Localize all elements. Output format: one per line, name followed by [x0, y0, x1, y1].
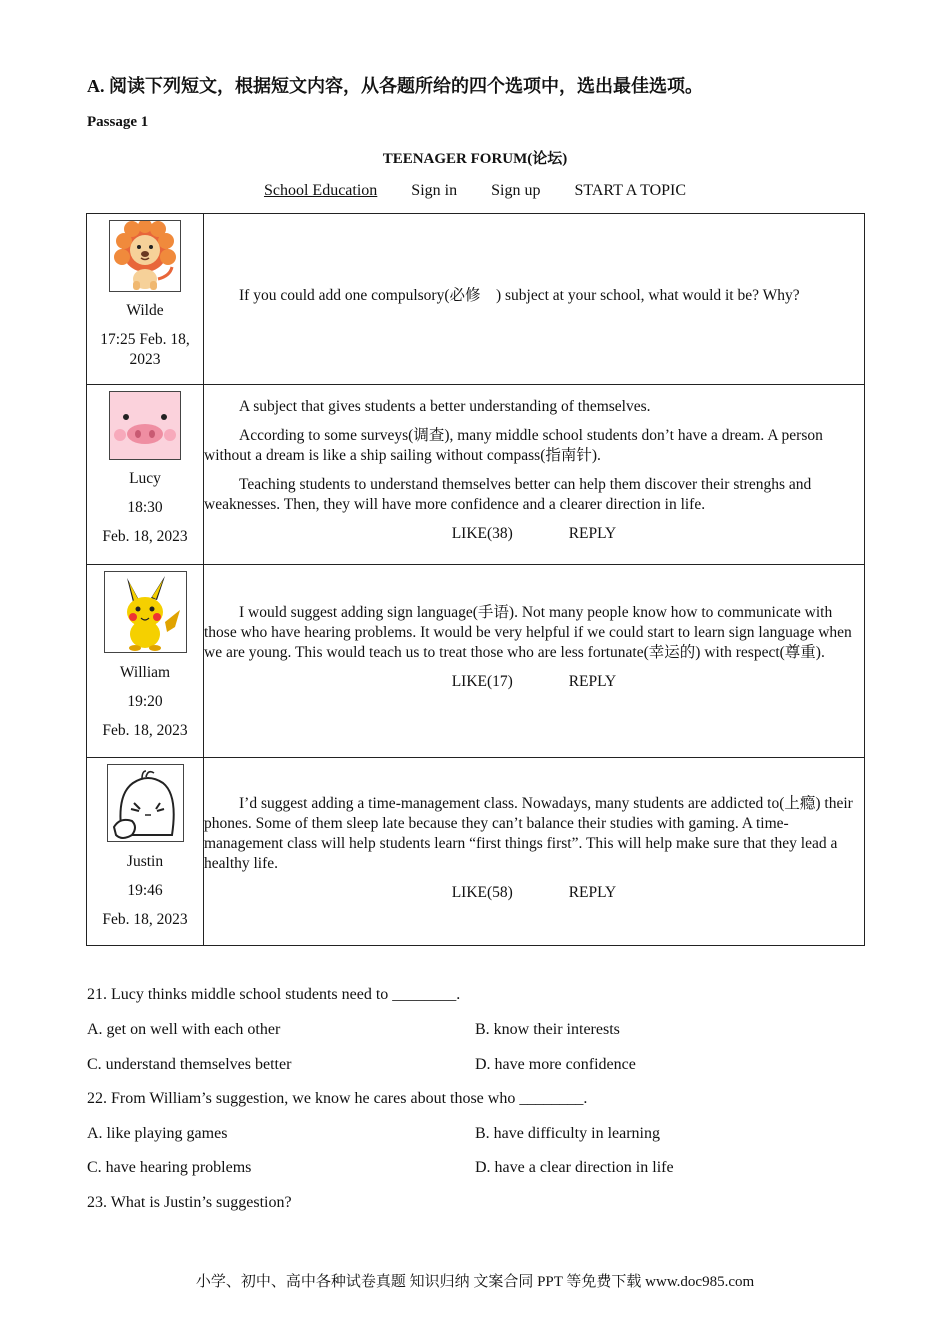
like-button[interactable]: LIKE(17) — [451, 673, 513, 690]
post-username[interactable]: Justin — [126, 853, 164, 870]
question-23-stem: 23. What is Justin’s suggestion? — [87, 1194, 292, 1211]
forum-table — [86, 213, 865, 946]
post-actions — [204, 672, 864, 692]
forum-nav — [0, 182, 950, 200]
post-body — [204, 214, 865, 385]
post-user-cell — [87, 758, 204, 946]
post-paragraph: I’d suggest adding a time-management class. Nowadays, many students are addicted to(上瘾) their phones. Some of them sleep late because they can’t balance their studies with gaming. A time-management class will help students learn “first things first”. This will help make sure that they lead a healthy life. — [204, 795, 853, 872]
nav-sign-up[interactable]: Sign up — [491, 182, 541, 199]
nav-school-education[interactable]: School Education — [263, 182, 378, 199]
question-22-stem: 22. From William’s suggestion, we know he cares about those who ________. — [87, 1090, 588, 1107]
pig-icon — [109, 391, 181, 460]
lion-icon — [109, 220, 181, 292]
post-time: 19:46 — [127, 882, 163, 899]
like-button[interactable]: LIKE(58) — [451, 884, 513, 901]
question-21-option-c[interactable]: C. understand themselves better — [87, 1056, 292, 1073]
post-date: 2023 — [129, 351, 161, 368]
question-21-option-d[interactable]: D. have more confidence — [475, 1056, 636, 1073]
post-username[interactable]: Wilde — [126, 302, 164, 319]
passage-label: Passage 1 — [87, 114, 149, 130]
forum-post — [87, 214, 865, 385]
cartoon-face-icon — [107, 764, 184, 842]
page-footer: 小学、初中、高中各种试卷真题 知识归纳 文案合同 PPT 等免费下载 www.doc985.com — [195, 1274, 755, 1290]
post-body — [204, 758, 865, 946]
question-21-option-b[interactable]: B. know their interests — [475, 1021, 620, 1038]
reply-button[interactable]: REPLY — [568, 525, 617, 542]
forum-post — [87, 565, 865, 758]
post-paragraph: I would suggest adding sign language(手语). Not many people know how to communicate with those who have hearing problems. It would be very helpful if we could start to learn sign language when we are young. This would teach us to treat those who are less fortunate(幸运的) with respect(尊重). — [204, 604, 852, 661]
post-actions — [204, 524, 864, 544]
post-date: Feb. 18, 2023 — [102, 911, 188, 928]
forum-post — [87, 758, 865, 946]
reply-button[interactable]: REPLY — [568, 673, 617, 690]
post-body — [204, 385, 865, 565]
pikachu-icon — [104, 571, 187, 653]
post-paragraph: If you could add one compulsory(必修 ) subject at your school, what would it be? Why? — [239, 287, 800, 304]
forum-post — [87, 385, 865, 565]
question-22-option-d[interactable]: D. have a clear direction in life — [475, 1159, 674, 1176]
post-body — [204, 565, 865, 758]
post-paragraph: According to some surveys(调查), many middle school students don’t have a dream. A person without a dream is like a ship sailing without compass(指南针). — [204, 427, 823, 464]
post-time: 18:30 — [127, 499, 163, 516]
post-time: 19:20 — [127, 693, 163, 710]
question-22-option-b[interactable]: B. have difficulty in learning — [475, 1125, 660, 1142]
post-actions — [204, 883, 864, 903]
post-user-cell — [87, 385, 204, 565]
post-user-cell — [87, 565, 204, 758]
forum-title: TEENAGER FORUM(论坛) — [382, 151, 568, 167]
post-date: Feb. 18, 2023 — [102, 722, 188, 739]
post-time: 17:25 Feb. 18, — [100, 331, 190, 348]
nav-start-topic[interactable]: START A TOPIC — [574, 182, 687, 199]
post-paragraph: Teaching students to understand themselves better can help them discover their strenghs and weaknesses. Then, they will have more confidence and a clearer direction in life. — [204, 476, 812, 513]
reply-button[interactable]: REPLY — [568, 884, 617, 901]
post-username[interactable]: William — [119, 664, 171, 681]
question-22-option-c[interactable]: C. have hearing problems — [87, 1159, 252, 1176]
post-paragraph: A subject that gives students a better understanding of themselves. — [239, 398, 651, 415]
section-heading: A. 阅读下列短文，根据短文内容，从各题所给的四个选项中，选出最佳选项。 — [87, 76, 703, 96]
question-21-stem: 21. Lucy thinks middle school students need to ________. — [87, 986, 461, 1003]
post-username[interactable]: Lucy — [129, 470, 161, 487]
post-user-cell — [87, 214, 204, 385]
like-button[interactable]: LIKE(38) — [451, 525, 513, 542]
post-date: Feb. 18, 2023 — [102, 528, 188, 545]
question-22-option-a[interactable]: A. like playing games — [87, 1125, 228, 1142]
nav-sign-in[interactable]: Sign in — [411, 182, 458, 199]
question-21-option-a[interactable]: A. get on well with each other — [87, 1021, 281, 1038]
